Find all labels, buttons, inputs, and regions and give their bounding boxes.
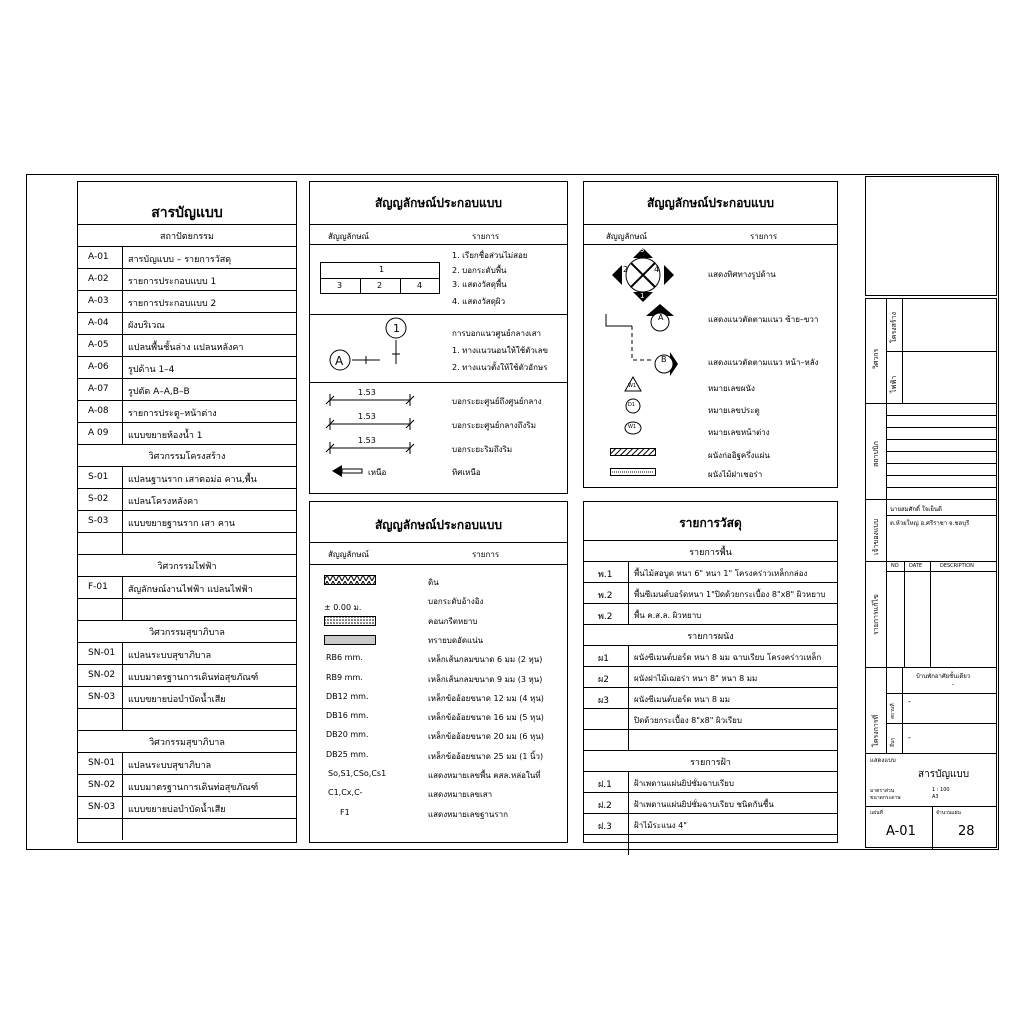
index-row	[78, 774, 296, 796]
index-desc: แบบมาตรฐานการเดินท่อสุขภัณฑ์	[128, 783, 259, 793]
sheet-name: สารบัญแบบ	[918, 769, 970, 780]
material-desc: ปิดด้วยกระเบื้อง 8"x8" ผิวเรียบ	[634, 716, 742, 725]
north-arrow-icon	[332, 464, 364, 478]
rev-col-no: NO	[891, 563, 899, 569]
material-desc: ฝ้าเพดานแผ่นยิปซั่มฉาบเรียบ ชนิดกันชื้น	[634, 800, 774, 809]
brick-wall-hatch	[610, 448, 656, 456]
dim-desc-1: บอกระยะศูนย์ถึงศูนย์กลาง	[452, 397, 542, 406]
materials-section-label: รายการฝ้า	[690, 758, 731, 768]
index-code: A 09	[88, 428, 109, 438]
sym3-symbol: DB16 mm.	[326, 711, 369, 721]
index-section-heading	[78, 224, 296, 246]
rev-col-desc: DESCRIPTION	[940, 563, 974, 569]
index-code: SN-02	[88, 780, 116, 790]
index-row	[78, 290, 296, 312]
grid-desc-3: 2. ทางแนวตั้งให้ใช้ตัวอักษร	[452, 363, 548, 372]
index-row	[78, 378, 296, 400]
index-desc: แบบมาตรฐานการเดินท่อสุขภัณฑ์	[128, 673, 259, 683]
sym3-desc: เหล็กข้ออ้อยขนาด 20 มม (6 หุน)	[428, 732, 544, 742]
sym3-desc: เหล็กข้ออ้อยขนาด 16 มม (5 หุน)	[428, 713, 544, 723]
material-desc: ผนังซีเมนต์บอร์ด หนา 8 มม ฉาบเรียบ โครงคร่าวเหล็ก	[634, 653, 822, 662]
symbol-panel-3	[309, 501, 568, 843]
north-desc: ทิศเหนือ	[452, 468, 481, 477]
sym3-symbol: DB25 mm.	[326, 749, 369, 759]
index-code: A-06	[88, 362, 109, 372]
index-code: S-01	[88, 472, 109, 482]
rev-col-date: DATE	[909, 563, 923, 569]
structure-label: โครงสร้าง	[890, 311, 898, 343]
total-value: 28	[958, 824, 975, 839]
elev-num-top: 3	[640, 246, 645, 254]
col-symbol: สัญญลักษณ์	[328, 550, 369, 559]
material-code: พ.2	[598, 612, 613, 622]
index-code: SN-01	[88, 648, 116, 658]
sym3-desc: แสดงหมายเลขฐานราก	[428, 809, 508, 819]
room-tag-desc-2: 2. บอกระดับพื้น	[452, 266, 507, 275]
sym3-desc: ดิน	[428, 578, 439, 587]
index-code: F-01	[88, 582, 108, 592]
north-label: เหนือ	[368, 468, 387, 477]
sand-hatch	[324, 635, 376, 645]
project-name: บ้านพักอาศัยชั้นเดียว	[916, 673, 971, 680]
sym3-desc: เหล็กเส้นกลมขนาด 9 มม (3 หุน)	[428, 674, 543, 684]
materials-section-label: รายการพื้น	[689, 548, 732, 558]
material-desc: ผนังฝาไม้เฌอร่า หนา 8" หนา 8 มม	[634, 674, 758, 683]
index-row	[78, 752, 296, 774]
sym3-desc: เหล็กข้ออ้อยขนาด 12 มม (4 หุน)	[428, 693, 544, 703]
materials-row	[584, 666, 837, 687]
index-row	[78, 686, 296, 708]
titleblock	[865, 298, 997, 848]
index-row	[78, 796, 296, 818]
mat-sym-level: ± 0.00 ม.	[324, 603, 362, 612]
dim-desc-2: บอกระยะศูนย์กลางถึงริม	[452, 421, 537, 430]
room-tag-box	[320, 262, 440, 294]
symbol-panel-2-title: สัญญลักษณ์ประกอบแบบ	[646, 196, 774, 210]
index-row	[78, 488, 296, 510]
material-desc: ฝ้าเพดานแผ่นยิปซั่มฉาบเรียบ	[634, 779, 734, 788]
index-desc: แปลนโครงหลังคา	[128, 497, 199, 507]
materials-row	[584, 687, 837, 708]
scale-label: มาตราส่วน	[870, 788, 895, 794]
grid-number: 1	[393, 322, 400, 335]
index-desc: รายการประตู–หน้าต่าง	[128, 409, 217, 419]
index-code: S-02	[88, 494, 109, 504]
sym3-desc: บอกระดับอ้างอิง	[428, 597, 484, 607]
sym3-symbol: DB20 mm.	[326, 730, 369, 740]
brick-wall-desc: ผนังก่ออิฐครึ่งแผ่น	[708, 451, 770, 460]
index-code: A-03	[88, 296, 109, 306]
owner-label: เจ้าของแบบ	[872, 518, 880, 555]
index-title: สารบัญแบบ	[151, 205, 223, 221]
index-desc: รูปด้าน 1–4	[128, 365, 175, 375]
sym3-desc: เหล็กเส้นกลมขนาด 6 มม (2 หุน)	[428, 655, 543, 665]
room-tag-top: 1	[379, 265, 385, 274]
index-row	[78, 664, 296, 686]
sym3-desc: แสดงหมายเลขพื้น คสล.หล่อในที่	[428, 771, 541, 780]
titleblock-logo-box	[865, 176, 997, 296]
revision-label: รายการแก้ไข	[872, 594, 880, 635]
index-code: SN-01	[88, 758, 116, 768]
elev-num-bottom: 1	[640, 292, 645, 300]
sym3-symbol: So,S1,CSo,Cs1	[328, 769, 387, 778]
index-row	[78, 356, 296, 378]
index-row	[78, 532, 296, 554]
concrete-hatch	[324, 616, 376, 626]
sym3-symbol: RB9 mm.	[326, 672, 363, 682]
grid-desc-2: 1. ทางแนวนอนให้ใช้ตัวเลข	[452, 346, 549, 355]
index-desc: แบบขยายบ่อบำบัดน้ำเสีย	[128, 695, 226, 705]
index-section-label: วิศวกรรมโครงสร้าง	[148, 452, 226, 462]
materials-section-heading	[584, 540, 837, 561]
material-code: ฝ.3	[598, 822, 612, 832]
materials-row	[584, 834, 837, 855]
index-desc: ผังบริเวณ	[128, 321, 165, 331]
index-code: SN-03	[88, 802, 116, 812]
grid-desc-1: การบอกแนวศูนย์กลางเสา	[452, 329, 541, 338]
total-label: จำนวนแผ่น	[936, 810, 961, 816]
cut-desc-lr: แสดงแนวตัดตามแนว ซ้าย–ขวา	[708, 315, 819, 324]
index-code: A-08	[88, 406, 109, 416]
index-row	[78, 510, 296, 532]
materials-row	[584, 792, 837, 813]
index-row	[78, 246, 296, 268]
window-tag: W1	[628, 424, 637, 430]
material-desc: ฝ้าไม้ระแนง 4"	[634, 821, 687, 830]
index-desc: รายการประกอบแบบ 2	[128, 299, 217, 309]
wood-wall-desc: ผนังไม้ฝาเชอร่า	[708, 470, 763, 479]
index-section-heading	[78, 554, 296, 576]
view-desc: แสดงทิศทางรูปด้าน	[708, 270, 776, 279]
sheet-label: แสดงแบบ	[870, 757, 896, 764]
col-symbol: สัญญลักษณ์	[328, 232, 369, 241]
dim-desc-3: บอกระยะริมถึงริม	[452, 445, 513, 454]
cut-desc-fb: แสดงแนวตัดตามแนว หน้า–หลัง	[708, 358, 819, 367]
sym3-desc: ทรายบดอัดแน่น	[428, 635, 484, 645]
material-code: พ.2	[598, 591, 613, 601]
index-row	[78, 466, 296, 488]
materials-row	[584, 603, 837, 624]
materials-section-heading	[584, 750, 837, 771]
architect-label: สถาปนิก	[872, 441, 880, 467]
index-row	[78, 422, 296, 444]
materials-row	[584, 729, 837, 750]
material-desc: พื้นไม้สอบูด หนา 6" หนา 1" โครงคร่าวเหล็กกล่อง	[634, 569, 808, 578]
cut-letter-a: A	[658, 313, 664, 322]
index-desc: แปลนระบบสุขาภิบาล	[128, 651, 212, 661]
index-code: A-02	[88, 274, 109, 284]
index-code: S-03	[88, 516, 109, 526]
index-section-heading	[78, 444, 296, 466]
material-desc: ผนังซีเมนต์บอร์ด หนา 8 มม	[634, 695, 731, 704]
grid-letter: A	[335, 354, 344, 368]
material-code: ผ3	[598, 696, 609, 706]
paper-value: A3	[932, 794, 939, 800]
door-tag: D1	[628, 402, 636, 408]
materials-row	[584, 708, 837, 729]
index-code: A-04	[88, 318, 109, 328]
sym3-desc: คอนกรีตหยาบ	[428, 616, 478, 626]
sheetno-value: A-01	[886, 824, 916, 839]
dim-value-3: 1.53	[358, 436, 376, 445]
paper-label: ขนาดกระดาษ	[870, 795, 901, 801]
material-desc: พื้น ค.ส.ล. ผิวหยาบ	[634, 611, 702, 620]
symbol-panel-3-title: สัญญลักษณ์ประกอบแบบ	[374, 518, 502, 532]
materials-section-heading	[584, 624, 837, 645]
material-desc: พื้นซีเมนต์บอร์ดหนา 1"ปิดด้วยกระเบื้อง 8"x8" ผิวหยาบ	[634, 590, 826, 599]
dim-value-1: 1.53	[358, 388, 376, 397]
index-section-label: สถาปัตยกรรม	[160, 232, 214, 242]
index-desc: แปลนฐานราก เสาตอม่อ คาน,พื้น	[128, 475, 257, 485]
room-tag-desc-3: 3. แสดงวัสดุพื้น	[452, 280, 507, 289]
material-code: ฝ.1	[598, 780, 612, 790]
index-section-heading	[78, 730, 296, 752]
index-code: A-05	[88, 340, 109, 350]
wall-tag: W1	[628, 383, 637, 389]
index-desc: แบบขยายบ่อบำบัดน้ำเสีย	[128, 805, 226, 815]
sym3-symbol: C1,Cx,C-	[328, 788, 363, 798]
index-row	[78, 708, 296, 730]
owner-line-1: นายสมศักดิ์ ใจเย็นดี	[890, 506, 942, 513]
materials-row	[584, 771, 837, 792]
index-desc: สารบัญแบบ – รายการวัสดุ	[128, 255, 232, 265]
materials-row	[584, 582, 837, 603]
material-code: ผ1	[598, 654, 609, 664]
index-panel	[77, 181, 297, 843]
dimension-symbols	[318, 386, 438, 458]
index-row	[78, 598, 296, 620]
door-tag-desc: หมายเลขประตู	[708, 406, 760, 415]
symbol-panel-2	[583, 181, 838, 488]
location-label: สถานที่	[890, 703, 896, 719]
index-desc: แปลนพื้นชั้นล่าง แปลนหลังคา	[128, 343, 244, 353]
col-symbol: สัญญลักษณ์	[606, 232, 647, 241]
project-label: โครงการที่	[872, 714, 880, 747]
material-code: ผ2	[598, 675, 609, 685]
materials-row	[584, 813, 837, 834]
col-desc: รายการ	[472, 550, 500, 559]
index-code: A-07	[88, 384, 109, 394]
note-value: -	[908, 733, 911, 742]
designer-label: วิศวกร	[872, 348, 880, 369]
sym3-desc: เหล็กข้ออ้อยขนาด 25 มม (1 นิ้ว)	[428, 751, 544, 761]
index-code: SN-03	[88, 692, 116, 702]
dim-value-2: 1.53	[358, 412, 376, 421]
index-desc: แบบขยายฐานราก เสา คาน	[128, 519, 236, 529]
index-section-label: วิศวกรรมไฟฟ้า	[157, 562, 217, 572]
materials-panel	[583, 501, 838, 843]
index-row	[78, 642, 296, 664]
approve-label: ไฟฟ้า	[890, 375, 898, 393]
wood-wall-symbol	[610, 468, 656, 476]
sym3-symbol: RB6 mm.	[326, 653, 363, 663]
index-row	[78, 400, 296, 422]
sym3-symbol: DB12 mm.	[326, 691, 369, 701]
materials-section-label: รายการผนัง	[687, 632, 734, 642]
index-section-label: วิศวกรรมสุขาภิบาล	[149, 738, 225, 748]
project-dash: -	[952, 681, 955, 688]
soil-hatch	[324, 575, 376, 585]
col-desc: รายการ	[750, 232, 778, 241]
sheetno-label: แผ่นที่	[870, 810, 883, 816]
room-tag-b1: 3	[337, 281, 343, 290]
location-value: -	[908, 697, 911, 706]
cut-letter-b: B	[661, 355, 667, 364]
sym3-desc: แสดงหมายเลขเสา	[428, 790, 493, 800]
elev-num-right: 4	[654, 265, 660, 274]
index-desc: สัญลักษณ์งานไฟฟ้า แปลนไฟฟ้า	[128, 585, 253, 595]
index-section-label: วิศวกรรมสุขาภิบาล	[149, 628, 225, 638]
symbol-panel-1	[309, 181, 568, 494]
index-row	[78, 312, 296, 334]
materials-title: รายการวัสดุ	[679, 516, 742, 530]
room-tag-desc-4: 4. แสดงวัสดุผิว	[452, 297, 506, 306]
materials-row	[584, 645, 837, 666]
material-code: พ.1	[598, 570, 613, 580]
owner-line-2: ต.ห้วยใหญ่ อ.ศรีราชา จ.ชลบุรี	[890, 520, 970, 527]
index-row	[78, 818, 296, 840]
index-row	[78, 334, 296, 356]
materials-row	[584, 561, 837, 582]
col-desc: รายการ	[472, 232, 500, 241]
index-desc: รายการประกอบแบบ 1	[128, 277, 217, 287]
wall-tag-desc: หมายเลขผนัง	[708, 384, 755, 393]
room-tag-b3: 4	[417, 281, 423, 290]
note-label: อื่นๆ	[890, 737, 896, 747]
room-tag-desc-1: 1. เรียกชื่อส่วนไม่สอย	[452, 251, 528, 260]
scale-value: 1 : 100	[932, 787, 950, 793]
index-code: A-01	[88, 252, 109, 262]
grid-axis-symbol	[318, 316, 448, 380]
window-tag-desc: หมายเลขหน้าต่าง	[708, 428, 770, 437]
index-section-heading	[78, 620, 296, 642]
symbol-panel-1-title: สัญญลักษณ์ประกอบแบบ	[374, 196, 502, 210]
sym3-symbol: F1	[340, 807, 350, 817]
index-row	[78, 576, 296, 598]
index-desc: รูปตัด A–A,B–B	[128, 387, 190, 397]
index-desc: แบบขยายห้องน้ำ 1	[128, 431, 203, 441]
material-code: ฝ.2	[598, 801, 612, 811]
room-tag-b2: 2	[377, 281, 383, 290]
section-cut-symbol	[602, 304, 702, 384]
index-code: SN-02	[88, 670, 116, 680]
elev-num-left: 2	[623, 265, 629, 274]
index-desc: แปลนระบบสุขาภิบาล	[128, 761, 212, 771]
index-row	[78, 268, 296, 290]
